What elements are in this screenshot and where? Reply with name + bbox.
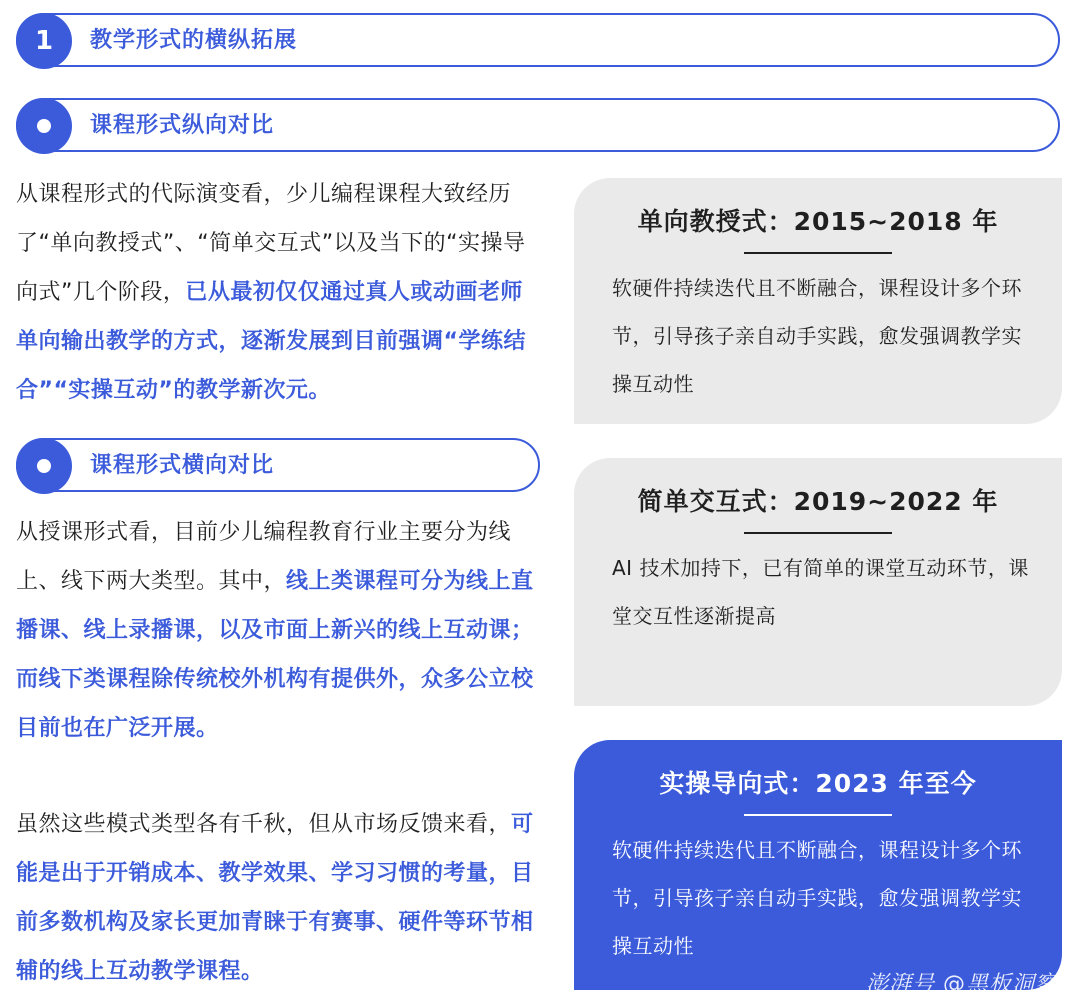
bullet-dot-icon — [37, 119, 51, 133]
bullet-dot-icon — [37, 459, 51, 473]
stage-card-divider — [744, 252, 892, 254]
stage-card-body: 软硬件持续迭代且不断融合，课程设计多个环节，引导孩子亲自动手实践，愈发强调教学实操互动性 — [612, 838, 1022, 958]
watermark-author: 黑板洞察 — [965, 972, 1058, 997]
vertical-comparison-paragraph — [16, 170, 542, 415]
section-title: 教学形式的横纵拓展 — [90, 28, 298, 53]
bullet-badge — [16, 98, 72, 154]
paragraph-text: 从课程形式的代际演变看，少儿编程课程大致经历了“单向教授式”、“简单交互式”以及当下的“实操导向式”几个阶段， — [16, 182, 526, 305]
paragraph-highlight: 线上类课程可分为线上直播课、线上录播课，以及市面上新兴的线上互动课；而线下类课程除传统校外机构有提供外，众多公立校目前也在广泛开展。 — [16, 569, 534, 741]
vertical-comparison-title: 课程形式纵向对比 — [90, 113, 275, 138]
stage-card-body: 软硬件持续迭代且不断融合，课程设计多个环节，引导孩子亲自动手实践，愈发强调教学实操互动性 — [612, 276, 1022, 396]
horizontal-comparison-title: 课程形式横向对比 — [90, 453, 275, 478]
stage-card-1 — [574, 178, 1062, 424]
horizontal-comparison-paragraph-1 — [16, 508, 542, 753]
paragraph-highlight: 已从最初仅仅通过真人或动画老师单向输出教学的方式，逐渐发展到目前强调“学练结合”“实操互动”的教学新次元。 — [16, 280, 526, 403]
stage-card-title: 简单交互式：2019~2022 年 — [637, 487, 999, 516]
paragraph-text: 虽然这些模式类型各有千秋，但从市场反馈来看， — [16, 812, 512, 837]
stage-card-divider — [744, 532, 892, 534]
stage-card-body: AI 技术加持下，已有简单的课堂互动环节，课堂交互性逐渐提高 — [612, 556, 1029, 628]
section-number-badge: 1 — [16, 13, 72, 69]
section-header-1 — [16, 13, 1060, 67]
stage-card-title: 实操导向式：2023 年至今 — [659, 769, 977, 798]
vertical-comparison-header — [16, 98, 1060, 152]
stage-card-3 — [574, 740, 1062, 990]
watermark-at: @ — [942, 972, 966, 997]
bullet-badge — [16, 438, 72, 494]
watermark — [866, 967, 1058, 998]
stage-card-title: 单向教授式：2015~2018 年 — [637, 207, 999, 236]
paragraph-text: 从授课形式看，目前少儿编程教育行业主要分为线上、线下两大类型。其中， — [16, 520, 512, 594]
horizontal-comparison-paragraph-2 — [16, 800, 542, 996]
paragraph-highlight: 可能是出于开销成本、教学效果、学习习惯的考量，目前多数机构及家长更加青睐于有赛事、硬件等环节相辅的线上互动教学课程。 — [16, 812, 534, 984]
horizontal-comparison-header — [16, 438, 540, 492]
stage-card-divider — [744, 814, 892, 816]
watermark-brand: 澎湃号 — [865, 972, 935, 997]
stage-card-2 — [574, 458, 1062, 706]
